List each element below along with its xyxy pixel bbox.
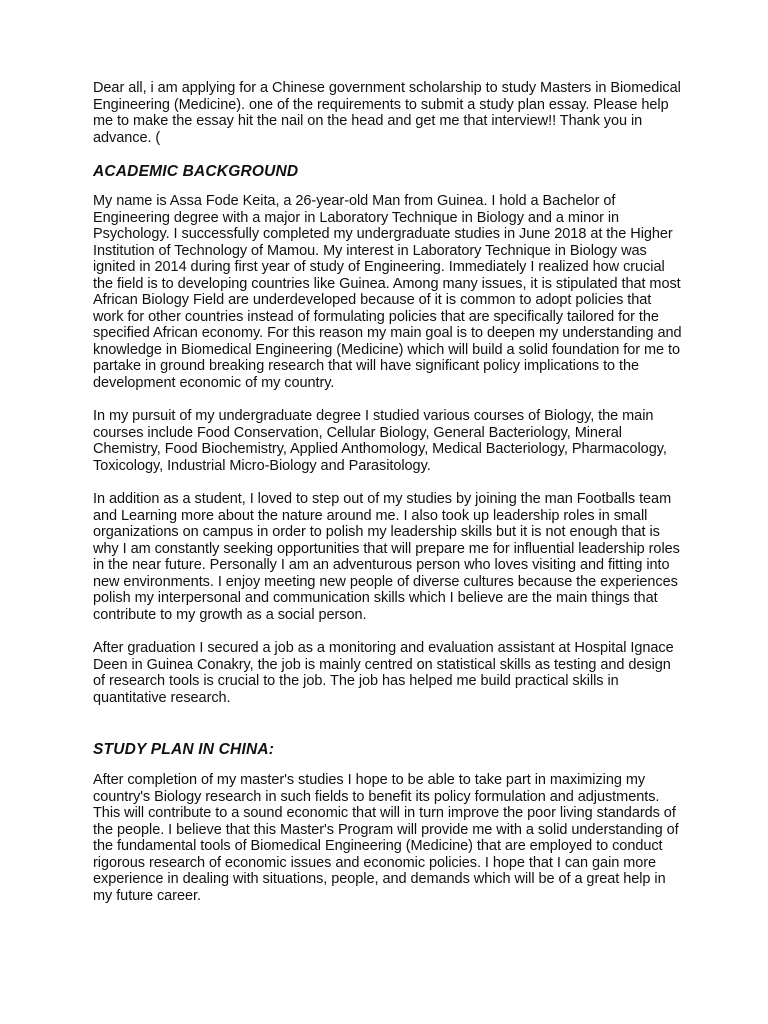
academic-paragraph: After graduation I secured a job as a monitoring and evaluation assistant at Hospital Ignace Deen in Guinea Conakry, the job is mainly centred on statistical skills as testing and design of research tools is crucial to the job. The job has helped me build practical skills in quantitative research. <box>93 640 674 706</box>
document-page <box>93 80 683 904</box>
section-heading-study-plan: STUDY PLAN IN CHINA: <box>93 741 275 758</box>
study-plan-paragraph: After completion of my master's studies I hope to be able to take part in maximizing my country's Biology research in such fields to benefit its policy formulation and adjustments. This will contribute to a sound economic that will in turn improve the poor living standards of the people. I believe that this Master's Program will provide me with a solid understanding of the fundamental tools of Biomedical Engineering (Medicine) that are employed to conduct rigorous research of economic issues and economic policies. I hope that I can gain more experience in dealing with situations, people, and demands which will be of a great help in my future career. <box>93 772 679 904</box>
academic-paragraph: In my pursuit of my undergraduate degree I studied various courses of Biology, the main courses include Food Conservation, Cellular Biology, General Bacteriology, Mineral Chemistry, Food Biochemistry, Applied Anthomology, Medical Bacteriology, Pharmacology, Toxicology, Industrial Micro-Biology and Parasitology. <box>93 408 667 474</box>
academic-paragraph: My name is Assa Fode Keita, a 26-year-old Man from Guinea. I hold a Bachelor of Engineering degree with a major in Laboratory Technique in Biology and a minor in Psychology. I successfully completed my undergraduate studies in June 2018 at the Higher Institution of Technology of Mamou. My interest in Laboratory Technique in Biology was ignited in 2014 during first year of study of Engineering. Immediately I realized how crucial the field is to developing countries like Guinea. Among many issues, it is stipulated that most African Biology Field are underdeveloped because of it is common to adopt policies that work for other countries instead of formulating policies that are specifically tailored for the specified African economy. For this reason my main goal is to deepen my understanding and knowledge in Biomedical Engineering (Medicine) which will build a solid foundation for me to partake in ground breaking research that will have significant policy implications to the development economic of my country. <box>93 193 682 391</box>
intro-paragraph: Dear all, i am applying for a Chinese government scholarship to study Masters in Biomedical Engineering (Medicine). one of the requirements to submit a study plan essay. Please help me to make the essay hit the nail on the head and get me that interview!! Thank you in advance. ( <box>93 80 681 146</box>
academic-paragraph: In addition as a student, I loved to step out of my studies by joining the man Footballs team and Learning more about the nature around me. I also took up leadership roles in small organizations on campus in order to polish my leadership skills but it is not enough that is why I am constantly seeking opportunities that will prepare me for influential leadership roles in the near future. Personally I am an adventurous person who loves visiting and fitting into new environments. I enjoy meeting new people of diverse cultures because the experiences polish my interpersonal and communication skills which I believe are the main things that contribute to my growth as a social person. <box>93 491 680 623</box>
section-heading-academic-background: ACADEMIC BACKGROUND <box>93 163 299 180</box>
